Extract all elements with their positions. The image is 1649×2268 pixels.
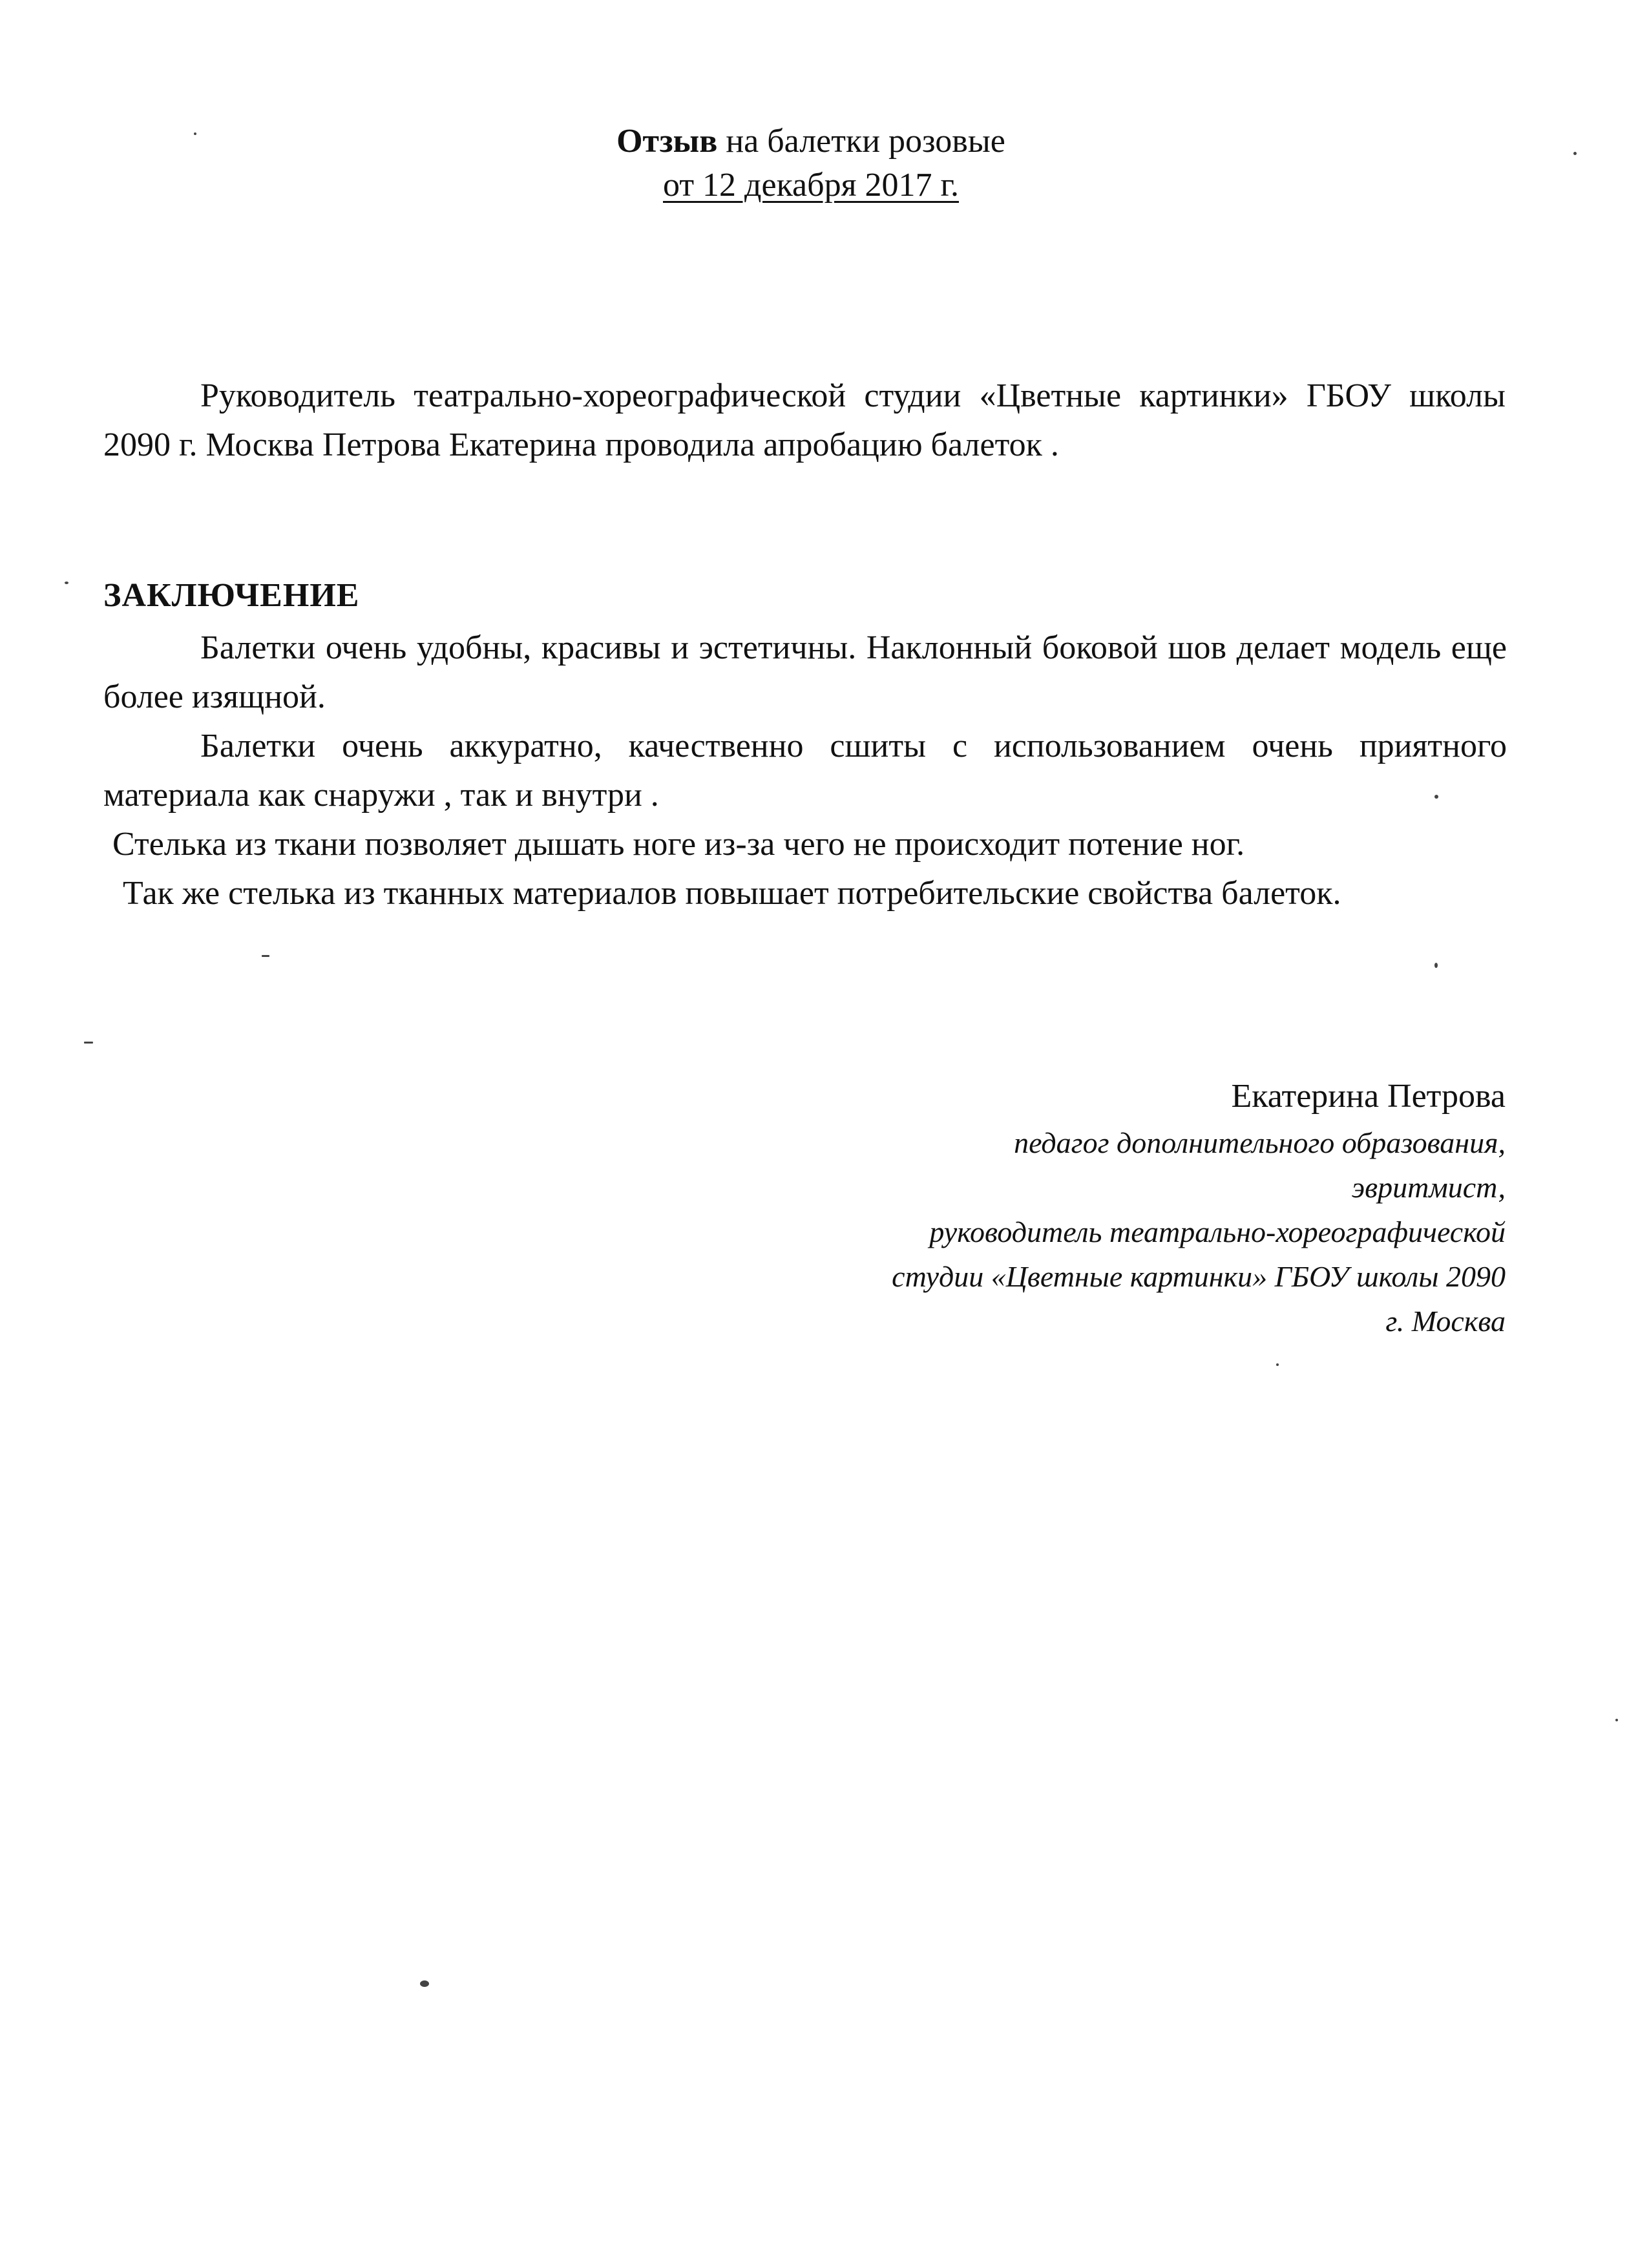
signer-role-3: руководитель театрально-хореографической <box>929 1215 1506 1248</box>
document-date: от 12 декабря 2017 г. <box>663 167 959 204</box>
scan-speck <box>194 132 196 135</box>
scan-speck <box>1276 1363 1279 1366</box>
signature-block <box>892 1073 1506 1343</box>
signer-role-1: педагог дополнительного образования, <box>1014 1126 1506 1159</box>
conclusion-paragraph-3: Стелька из ткани позволяет дышать ноге из-за чего не происходит потение ног. <box>112 826 1245 863</box>
scan-speck <box>1615 1719 1618 1721</box>
scan-speck <box>84 1042 93 1044</box>
scan-speck <box>420 1980 429 1987</box>
signer-role-5: г. Москва <box>1385 1305 1506 1338</box>
scan-speck <box>1573 152 1577 155</box>
scan-speck <box>262 955 269 957</box>
document-title <box>0 120 1622 163</box>
signer-role-4: студии «Цветные картинки» ГБОУ школы 2090 <box>892 1260 1506 1293</box>
conclusion-paragraph-1: Балетки очень удобны, красивы и эстетичны. Наклонный боковой шов делает модель еще более изящной. <box>103 629 1507 715</box>
conclusion-paragraph-4: Так же стелька из тканных материалов повышает потребительские свойства балеток. <box>123 875 1341 912</box>
scan-speck <box>1434 795 1438 799</box>
document-header <box>0 120 1622 207</box>
conclusion-heading: ЗАКЛЮЧЕНИЕ <box>103 577 360 614</box>
signer-role-2: эвритмист, <box>1351 1171 1506 1204</box>
signer-name: Екатерина Петрова <box>1231 1078 1506 1115</box>
scan-speck <box>65 582 68 584</box>
title-rest: на балетки розовые <box>717 123 1005 160</box>
conclusion-body <box>103 624 1507 918</box>
conclusion-paragraph-2: Балетки очень аккуратно, качественно сшиты с использованием очень приятного материала как снаружи , так и внутри . <box>103 728 1507 814</box>
title-bold-word: Отзыв <box>616 123 718 160</box>
intro-paragraph <box>103 372 1506 470</box>
intro-text: Руководитель театрально-хореографической студии «Цветные картинки» ГБОУ школы 2090 г. Москва Петрова Екатерина проводила апробацию балеток . <box>103 377 1506 463</box>
scan-speck <box>1434 963 1438 968</box>
